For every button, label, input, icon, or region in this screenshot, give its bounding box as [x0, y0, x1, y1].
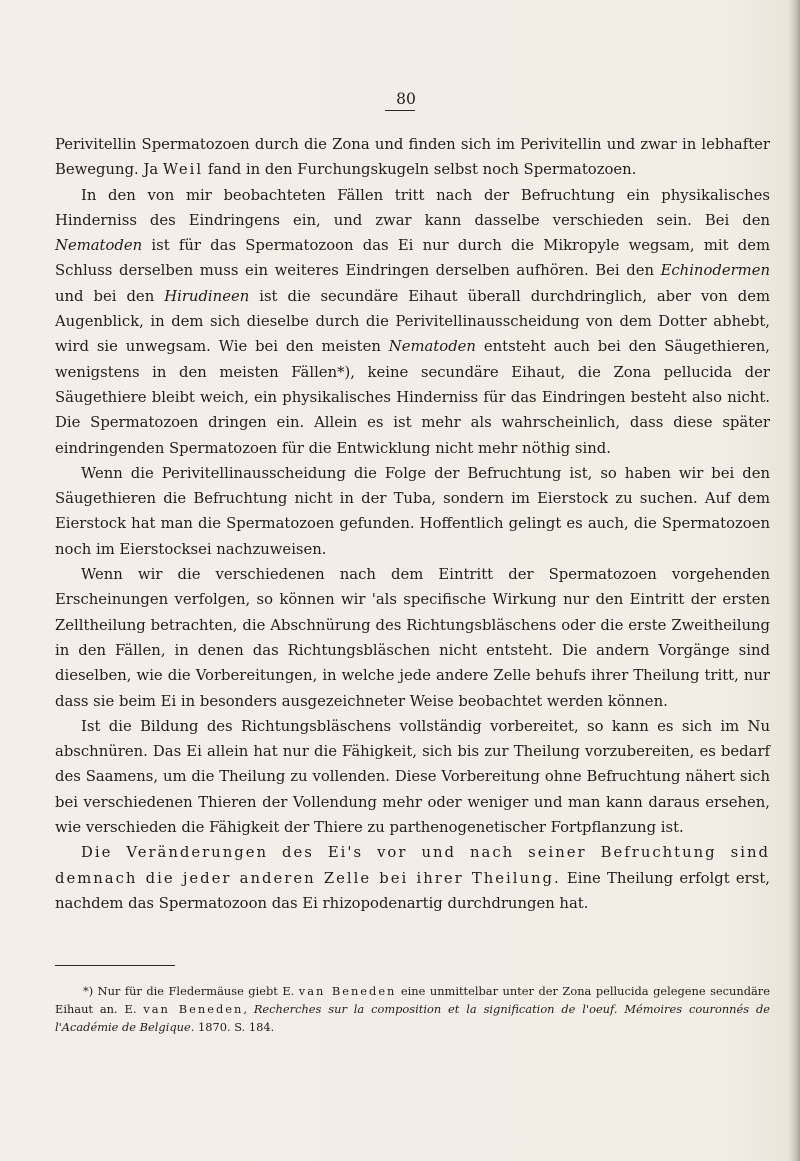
term-nematoden-2: Nematoden	[388, 338, 476, 356]
term-hirudineen: Hirudineen	[164, 287, 250, 305]
page-edge-shadow	[788, 0, 800, 1161]
paragraph-5: Ist die Bildung des Richtungsbläschens vollständig vorbereitet, so kann es sich im Nu abschnüren. Das Ei allein hat nur die Fähigkeit, sich bis zur Theilung vorzubereiten, es bedarf des Saamens, um die Theilung zu vollenden. Diese Vorbereitung ohne Befruchtung nähert sich bei verschiedenen Thieren der Vollendung mehr oder weniger und man kann daraus ersehen, wie verschieden die Fähigkeit der Thiere zu parthenogenetischer Fortpflanzung ist.	[55, 717, 770, 837]
paragraph-4: Wenn wir die verschiedenen nach dem Eintritt der Spermatozoen vorgehenden Erscheinungen verfolgen, so können wir 'als specifische Wirkung nur den Eintritt der ersten Zelltheilung betrachten, die Abschnürung des Richtungsbläschens oder die erste Zweitheilung in den Fällen, in denen das Richtungsbläschen nicht entsteht. Die andern Vorgänge sind dieselben, wie die Vorbereitungen, in welche jede andere Zelle behufs ihrer Theilung tritt, nur dass sie beim Ei in besonders ausgezeichneter Weise beobachtet werden können.	[55, 566, 770, 710]
paragraph-6	[55, 840, 770, 916]
author-name-weil: Weil	[162, 161, 204, 179]
paragraph-2	[55, 183, 770, 461]
paragraph-2-text-d: ist die secundäre Eihaut überall durchdringlich, aber von dem Augenblick, in dem sich dieselbe durch die Perivitellinausscheidung von dem Dotter abhebt, wird sie unwegsam. Wie bei den meisten	[55, 287, 770, 356]
page-number-underline	[385, 110, 415, 111]
paragraph-2-text-a: In den von mir beobachteten Fällen tritt nach der Befruchtung ein physikalisches Hinderniss des Eindringens ein, und zwar kann dasselbe verschieden sein. Bei den	[55, 186, 770, 229]
term-nematoden: Nematoden	[55, 237, 143, 255]
footnote-author-1: van Beneden	[298, 984, 397, 998]
paragraph-1-text: Perivitellin Spermatozoen durch die Zona und finden sich im Perivitellin und zwar in lebhafter Bewegung. Ja	[55, 136, 770, 179]
footnote-text	[55, 982, 770, 1037]
paragraph-2-text-e: entsteht auch bei den Säugethieren, wenigstens in den meisten Fällen*), keine secundäre Eihaut, die Zona pellucida der Säugethiere bleibt weich, ein physikalisches Hinderniss für das Eindringen besteht also nicht. Die Spermatozoen dringen ein. Allein es ist mehr als wahrscheinlich, dass diese später eindringenden Spermatozoen für die Entwicklung nicht mehr nöthig sind.	[55, 338, 770, 457]
term-echinodermen: Echinodermen	[660, 262, 770, 280]
footnote-text-d: 1870. S. 184.	[194, 1020, 275, 1035]
footnote-divider	[55, 965, 175, 966]
footnote-citation-title: Recherches sur la composition et la signification de l'oeuf. Mémoires couronnés de l'Académie de Belgique.	[55, 1002, 770, 1035]
footnote-text-a: *) Nur für die Fledermäuse giebt E.	[83, 984, 299, 998]
footnote-author-2: van Beneden	[143, 1002, 244, 1017]
footnote	[55, 982, 770, 1037]
paragraph-6-end: Eine Theilung erfolgt erst, nachdem das Spermatozoon das Ei rhizopodenartig durchdrungen hat.	[55, 869, 770, 912]
footnote-text-c: ,	[243, 1002, 254, 1017]
paragraph-6-spaced-text: Die Veränderungen des Ei's vor und nach seiner Befruchtung sind demnach die jeder anderen Zelle bei ihrer Theilung.	[55, 844, 770, 887]
paragraph-2-text-c: und bei den	[55, 287, 165, 305]
paragraph-2-text-b: ist für das Spermatozoon das Ei nur durch die Mikropyle wegsam, mit dem Schluss derselben muss ein weiteres Eindringen derselben aufhören. Bei den	[55, 237, 770, 280]
paragraph-3: Wenn die Perivitellinausscheidung die Folge der Befruchtung ist, so haben wir bei den Säugethieren die Befruchtung nicht in der Tuba, sondern im Eierstock zu suchen. Auf dem Eierstock hat man die Spermatozoen gefunden. Hoffentlich gelingt es auch, die Spermatozoen noch im Eierstocksei nachzuweisen.	[55, 464, 770, 558]
paragraph-1-end: fand in den Furchungskugeln selbst noch Spermatozoen.	[203, 161, 637, 179]
main-text	[55, 132, 770, 916]
paragraph-1	[55, 132, 770, 183]
page-number: 80	[396, 90, 416, 108]
footnote-text-b: eine unmittelbar unter der Zona pellucida gelegene secundäre Eihaut an. E.	[55, 984, 770, 1017]
